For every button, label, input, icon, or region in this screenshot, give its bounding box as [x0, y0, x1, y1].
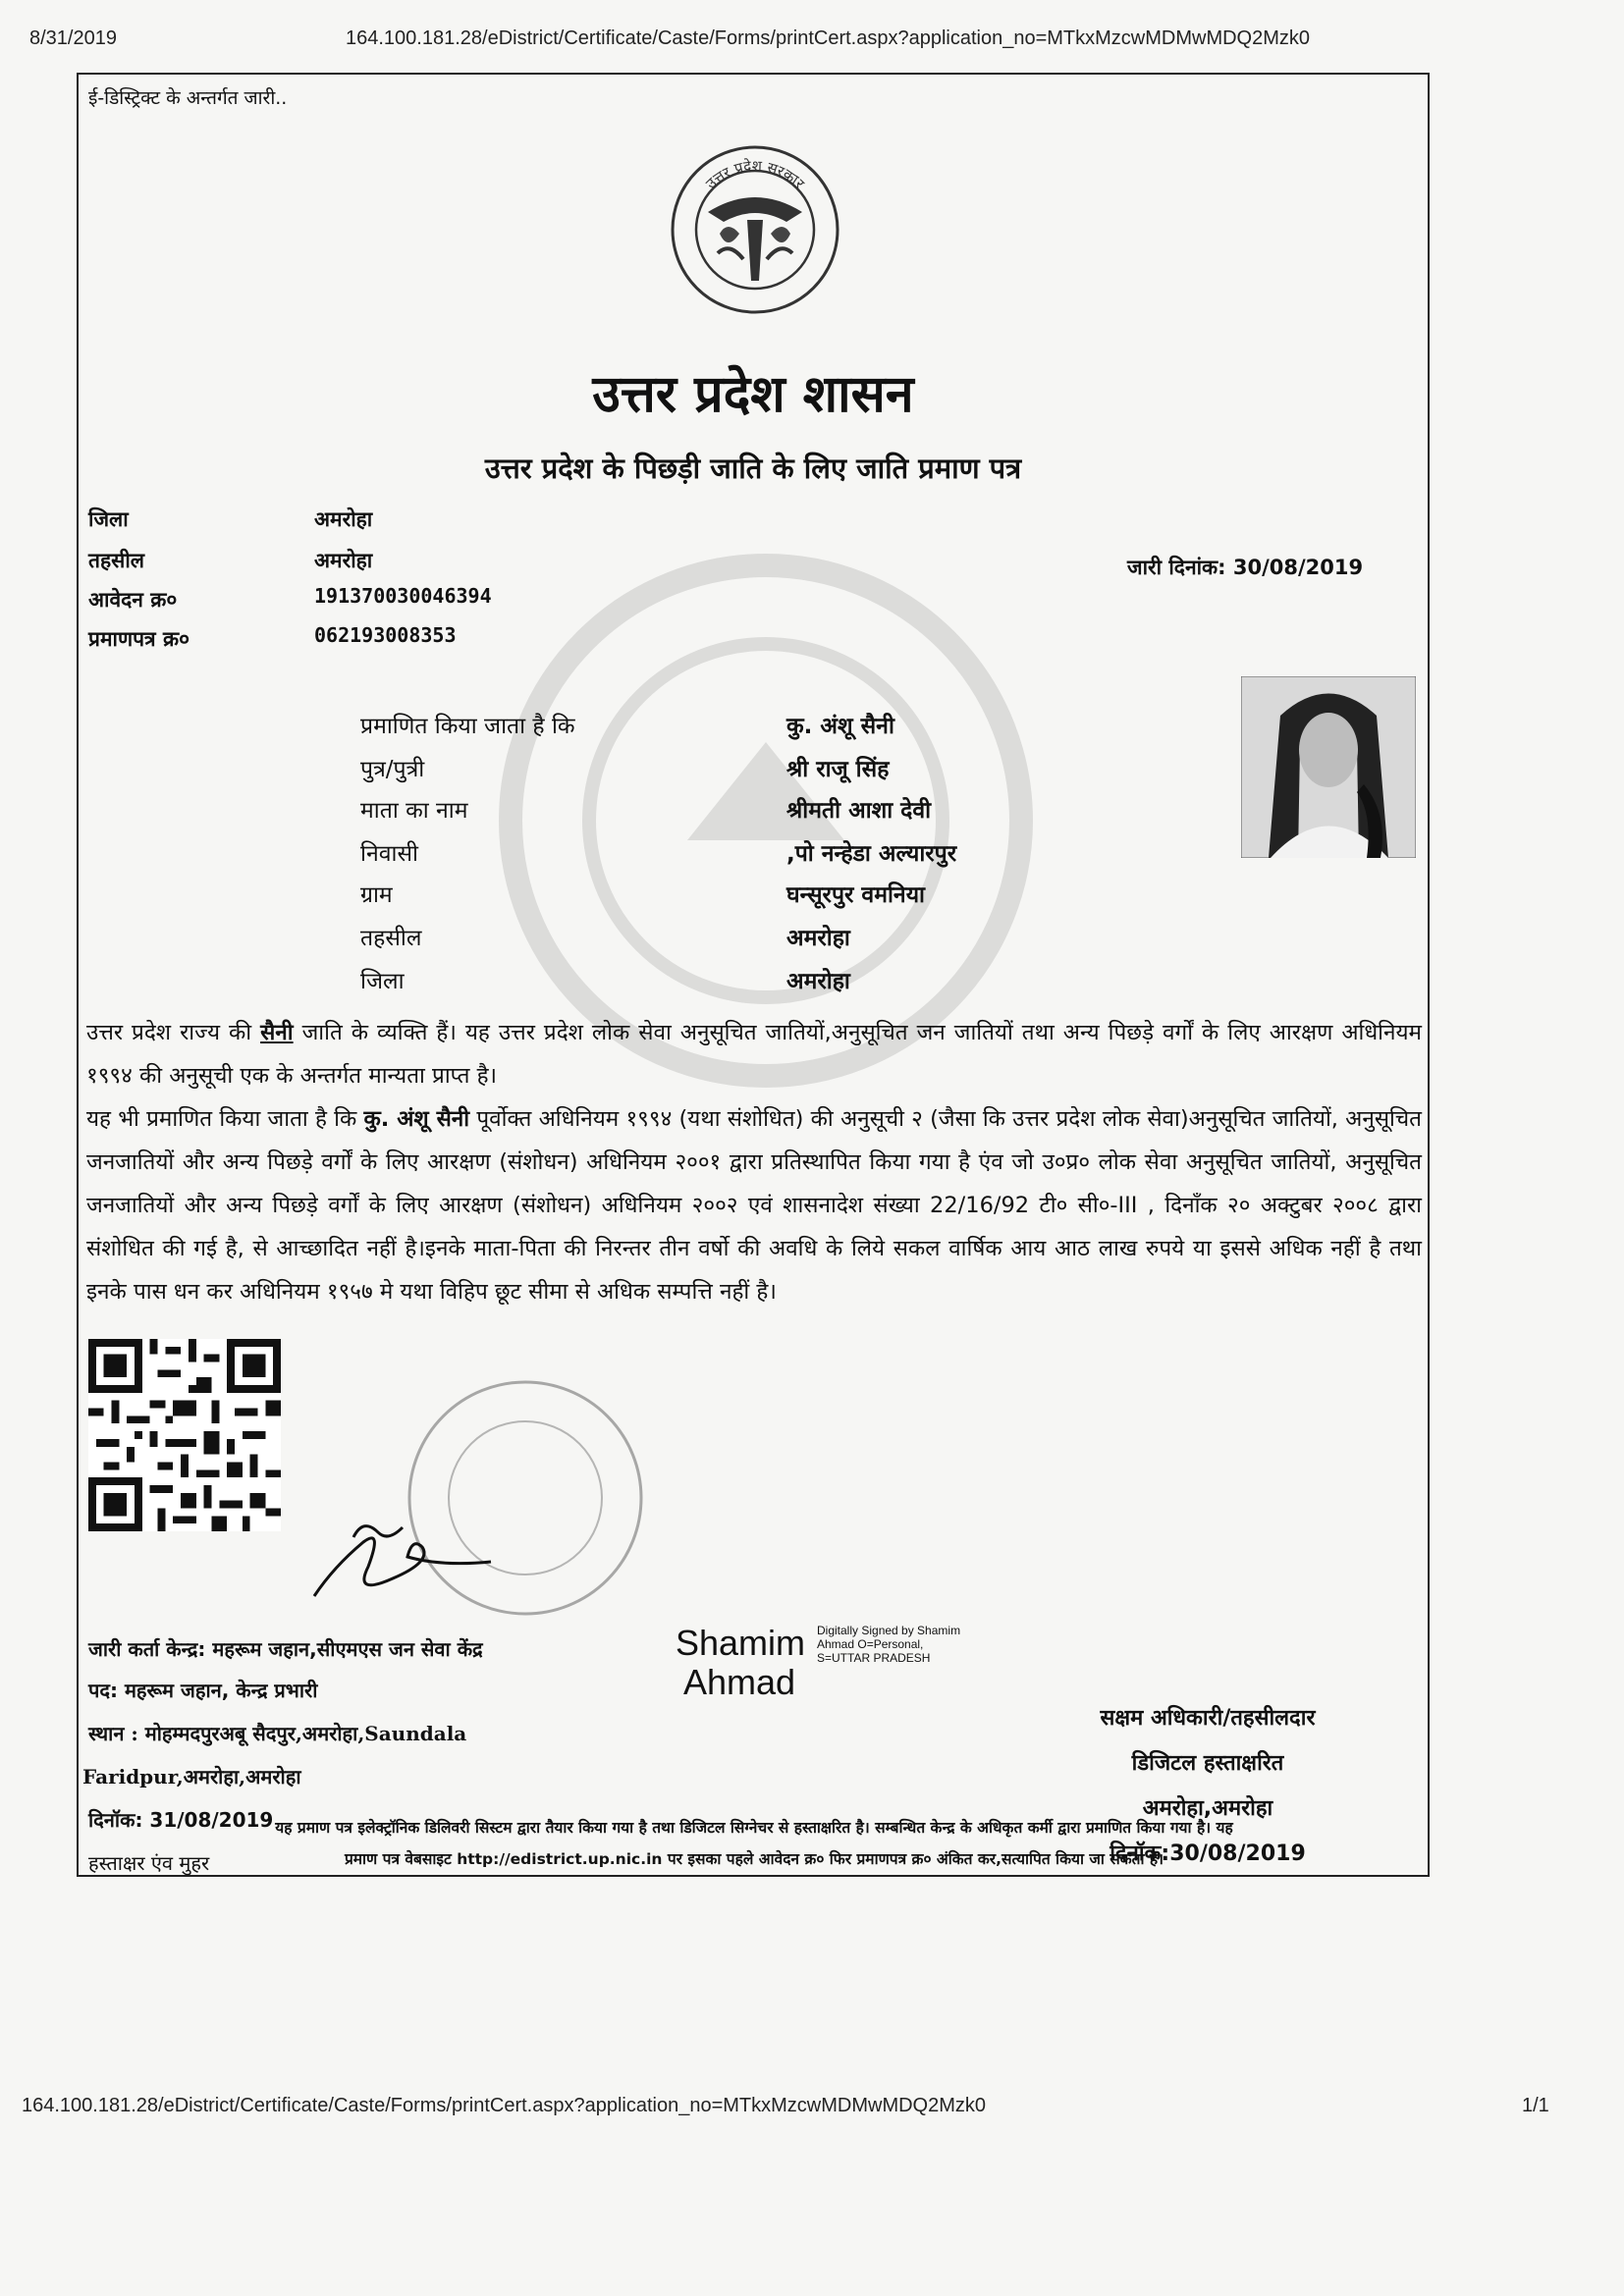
issuer-location-cont: Faridpur,अमरोहा,अमरोहा	[82, 1765, 301, 1789]
issuer-designation: पद: महरूम जहान, केन्द्र प्रभारी	[88, 1679, 318, 1702]
detail-label-certified: प्रमाणित किया जाता है कि	[360, 714, 575, 739]
para1-text-end: जाति के व्यक्ति हैं। यह उत्तर प्रदेश लोक सेवा अनुसूचित जातियों,अनुसूचित जन जातियों तथा अन्य पिछड़े वर्गों के लिए आरक्षण अधिनियम १९९४ की अनुसूची एक के अन्तर्गत मान्यता प्राप्त है।	[86, 1020, 1423, 1089]
page-count: 1/1	[1522, 2095, 1549, 2116]
application-no-value: 191370030046394	[314, 584, 492, 608]
issue-date	[1127, 554, 1363, 581]
authority-date: दिनॉक:30/08/2019	[1110, 1842, 1306, 1866]
digital-sign-note-line-1: Digitally Signed by Shamim	[817, 1624, 961, 1637]
authority-title: सक्षम अधिकारी/तहसीलदार	[1100, 1706, 1316, 1731]
detail-value-tehsil: अमरोहा	[786, 926, 850, 951]
digital-sign-note-line-2: Ahmad O=Personal,	[817, 1637, 924, 1651]
svg-text:उत्तर प्रदेश सरकार	[702, 157, 808, 193]
issued-under-note: ई-डिस्ट्रिक्ट के अन्तर्गत जारी..	[88, 87, 288, 109]
up-government-emblem	[669, 143, 841, 316]
signature-and-seal-label: हस्ताक्षर एंव मुहर	[88, 1851, 210, 1875]
authority-digital-sign: डिजिटल हस्ताक्षरित	[1131, 1751, 1284, 1776]
detail-label-village: ग्राम	[360, 882, 393, 908]
certificate-no-value: 062193008353	[314, 623, 457, 647]
issue-date-value: 30/08/2019	[1232, 556, 1364, 579]
district-value: अमरोहा	[314, 507, 373, 531]
issuer-location: स्थान : मोहम्मदपुरअबू सैदपुर,अमरोहा,Saundala	[88, 1722, 467, 1745]
detail-label-son-daughter: पुत्र/पुत्री	[360, 757, 425, 782]
caste-name: सैनी	[260, 1020, 294, 1045]
digital-signer-name	[676, 1624, 805, 1702]
verification-note-line-2: प्रमाण पत्र वेबसाइट http://edistrict.up.nic.in पर इसका पहले आवेदन क्र० फिर प्रमाणपत्र क्र० अंकित कर,सत्यापित किया जा सकता है।	[344, 1850, 1164, 1868]
emblem-text: उत्तर प्रदेश सरकार	[702, 156, 808, 193]
detail-label-resident: निवासी	[360, 841, 418, 867]
applicant-photo	[1241, 676, 1416, 858]
district-label: जिला	[88, 507, 129, 531]
detail-value-village: घन्सूरपुर वमनिया	[786, 882, 925, 908]
issuer-date: दिनॉक: 31/08/2019	[88, 1808, 274, 1832]
print-url: 164.100.181.28/eDistrict/Certificate/Caste/Forms/printCert.aspx?application_no=MTkxMzcwMDMwMDQ2Mzk0	[346, 27, 1311, 49]
detail-value-resident: ,पो नन्हेडा अल्यारपुर	[786, 841, 957, 867]
print-date: 8/31/2019	[29, 27, 117, 49]
para2-applicant-name: कु. अंशू सैनी	[363, 1106, 470, 1132]
certificate-paragraph-1	[86, 1011, 1422, 1097]
detail-label-district: जिला	[360, 969, 405, 994]
detail-value-mother: श्रीमती आशा देवी	[786, 798, 932, 824]
para2-text-end: पूर्वोक्त अधिनियम १९९४ (यथा संशोधित) की अनुसूची २ (जैसा कि उत्तर प्रदेश लोक सेवा)अनुसूचित जातियों, अनुसूचित जनजातियों और अन्य पिछड़े वर्गों के लिए आरक्षण (संशोधन) अधिनियम २००१ द्वारा प्रतिस्थापित किया गया है एंव जो उ०प्र० लोक सेवा अनुसूचित जातियों, अनुसूचित जनजातियों और अन्य पिछड़े वर्गों के लिए आरक्षण (संशोधन) अधिनियम २००२ एवं शासनादेश संख्या 22/16/92 टी० सी०-III , दिनाँक २० अक्टुबर २००८ द्वारा संशोधित की गई है, से आच्छादित नहीं है।इनके माता-पिता की निरन्तर तीन वर्षो की अवधि के लिये सकल वार्षिक आय आठ लाख रुपये या इससे अधिक नहीं है तथा इनके पास धन कर अधिनियम १९५७ मे यथा विहिप छूट सीमा से अधिक सम्पत्ति नहीं है।	[86, 1106, 1422, 1305]
detail-value-district: अमरोहा	[786, 969, 850, 994]
digital-signer-last-name: Ahmad	[683, 1662, 796, 1702]
digital-signer-first-name: Shamim	[676, 1623, 806, 1663]
tehsil-value: अमरोहा	[314, 549, 373, 572]
qr-code	[88, 1339, 281, 1531]
detail-value-name: कु. अंशू सैनी	[786, 714, 894, 739]
page-title: उत्तर प्रदेश शासन	[592, 365, 914, 424]
certificate-no-label: प्रमाणपत्र क्र०	[88, 627, 190, 651]
application-no-label: आवेदन क्र०	[88, 588, 178, 612]
verification-note	[88, 1812, 1420, 1875]
footer-url: 164.100.181.28/eDistrict/Certificate/Caste/Forms/printCert.aspx?application_no=MTkxMzcwMDMwMDQ2Mzk0	[22, 2095, 987, 2116]
para2-text: यह भी प्रमाणित किया जाता है कि	[86, 1106, 364, 1132]
tehsil-label: तहसील	[88, 549, 144, 572]
issuer-center: जारी कर्ता केन्द्र: महरूम जहान,सीएमएस जन सेवा केंद्र	[88, 1637, 483, 1661]
detail-label-tehsil: तहसील	[360, 926, 422, 951]
center-seal-stamp	[295, 1370, 658, 1635]
certificate-subtitle: उत्तर प्रदेश के पिछड़ी जाति के लिए जाति प्रमाण पत्र	[484, 452, 1022, 485]
detail-value-father: श्री राजू सिंह	[786, 757, 890, 782]
certificate-frame	[77, 73, 1430, 1877]
issue-date-label: जारी दिनांक:	[1127, 556, 1226, 579]
detail-label-mother: माता का नाम	[360, 798, 468, 824]
authority-location: अमरोहा,अमरोहा	[1142, 1796, 1273, 1821]
para1-text: उत्तर प्रदेश राज्य की	[86, 1020, 261, 1045]
certificate-paragraph-2	[86, 1097, 1422, 1313]
digital-sign-note-line-3: S=UTTAR PRADESH	[817, 1651, 931, 1665]
digital-sign-note	[817, 1624, 960, 1665]
verification-note-line-1: यह प्रमाण पत्र इलेक्ट्रॉनिक डिलिवरी सिस्टम द्वारा तैयार किया गया है तथा डिजिटल सिग्नेचर से हस्ताक्षरित है। सम्बन्धित केन्द्र के अधिकृत कर्मी द्वारा प्रमाणित किया गया है। यह	[275, 1819, 1233, 1837]
